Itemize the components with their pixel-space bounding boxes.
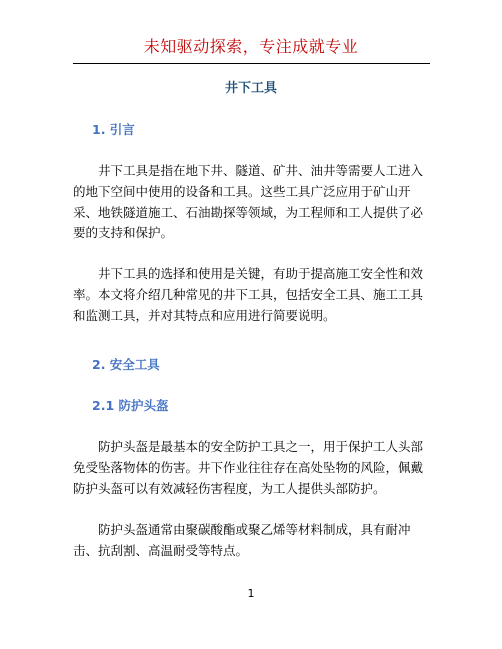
header-divider	[73, 63, 430, 64]
header-tagline: 未知驱动探索，专注成就专业	[143, 37, 359, 56]
paragraph-intro-2: 井下工具的选择和使用是关键，有助于提高施工安全性和效率。本文将介绍几种常见的井下工具，包括安全工具、施工工具和监测工具，并对其特点和应用进行简要说明。	[73, 266, 424, 323]
section-heading-introduction: 1. 引言	[92, 122, 135, 137]
document-title: 井下工具	[224, 81, 277, 96]
subsection-heading-helmet: 2.1 防护头盔	[92, 398, 169, 413]
page-number: 1	[247, 587, 255, 600]
paragraph-helmet-1: 防护头盔是最基本的安全防护工具之一，用于保护工人头部免受坠落物体的伤害。井下作业往往存在高处坠物的风险，佩戴防护头盔可以有效减轻伤害程度，为工人提供头部防护。	[73, 439, 424, 496]
paragraph-intro-1: 井下工具是指在地下井、隧道、矿井、油井等需要人工进入的地下空间中使用的设备和工具。这些工具广泛应用于矿山开采、地铁隧道施工、石油勘探等领域，为工程师和工人提供了必要的支持和保护。	[73, 163, 424, 241]
paragraph-helmet-2: 防护头盔通常由聚碳酸酯或聚乙烯等材料制成，具有耐冲击、抗刮割、高温耐受等特点。	[73, 522, 411, 558]
section-heading-safety-tools: 2. 安全工具	[92, 357, 160, 372]
